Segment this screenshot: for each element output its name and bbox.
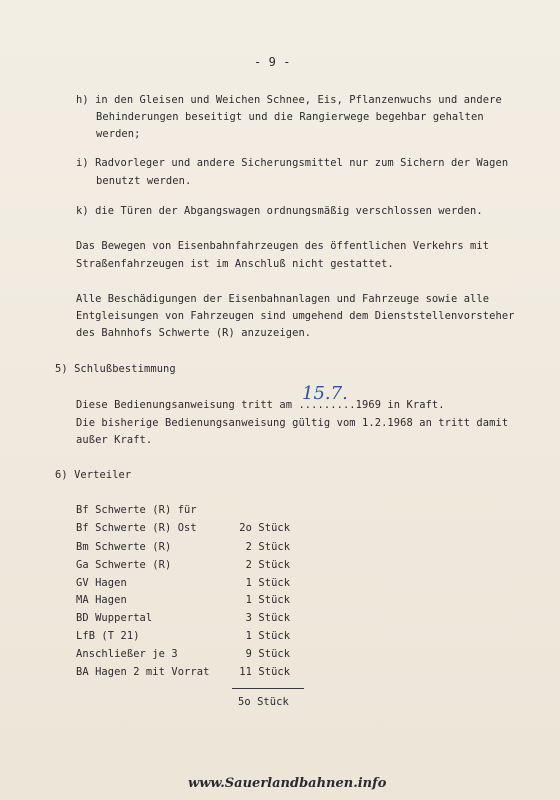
para-schaden-line3: des Bahnhofs Schwerte (R) anzuzeigen. [76, 327, 312, 339]
list-item-name: Bf Schwerte (R) Ost [76, 522, 197, 534]
list-item-name: Bf Schwerte (R) für [76, 504, 197, 516]
list-item-qty: 11 Stück [239, 666, 291, 678]
para-bewegen-line1: Das Bewegen von Eisenbahnfahrzeugen des öffentlichen Verkehrs mit [76, 240, 490, 252]
handwritten-date: 15.7. [302, 383, 348, 404]
list-item [76, 522, 197, 535]
list-item-qty: 1 Stück [245, 594, 291, 606]
list-item-qty: 9 Stück [245, 648, 291, 660]
list-item-qty: 2 Stück [245, 541, 291, 553]
item-k-line1: k) die Türen der Abgangswagen ordnungsmäßig verschlossen werden. [76, 205, 483, 217]
total-qty: 5o Stück [238, 696, 289, 708]
item-h-line3: werden; [96, 128, 141, 140]
item-i-line1: i) Radvorleger und andere Sicherungsmittel nur zum Sichern der Wagen [76, 157, 509, 169]
list-item-name: MA Hagen [76, 594, 127, 606]
section5-line2: Die bisherige Bedienungsanweisung gültig vom 1.2.1968 an tritt damit [76, 417, 509, 429]
list-item-qty: 3 Stück [245, 612, 291, 624]
list-item-qty: 1 Stück [245, 630, 291, 642]
list-item [76, 612, 152, 625]
list-item-name: LfB (T 21) [76, 630, 140, 642]
section6-heading: 6) Verteiler [55, 469, 132, 481]
list-item-qty: 2o Stück [239, 522, 291, 534]
list-item-qty: 2 Stück [245, 559, 291, 571]
list-item-name: Ga Schwerte (R) [76, 559, 172, 571]
item-h-line2: Behinderungen beseitigt und die Rangierwege begehbar gehalten [96, 111, 484, 123]
section5-heading: 5) Schlußbestimmung [55, 363, 176, 375]
list-item-qty: 1 Stück [245, 577, 291, 589]
list-item [76, 504, 197, 517]
list-item [76, 630, 140, 643]
list-item [76, 594, 127, 607]
para-schaden-line2: Entgleisungen von Fahrzeugen sind umgehend dem Dienststellenvorsteher [76, 310, 515, 322]
watermark: www.Sauerlandbahnen.info [188, 776, 387, 791]
list-item-name: GV Hagen [76, 577, 127, 589]
item-h-line1: h) in den Gleisen und Weichen Schnee, Eis, Pflanzenwuchs und andere [76, 94, 502, 106]
list-item-name: Bm Schwerte (R) [76, 541, 172, 553]
list-item [76, 666, 209, 679]
list-item [76, 577, 127, 590]
list-item-name: Anschließer je 3 [76, 648, 178, 660]
list-item [76, 648, 178, 661]
item-i-line2: benutzt werden. [96, 175, 192, 187]
para-bewegen-line2: Straßenfahrzeugen ist im Anschluß nicht gestattet. [76, 258, 394, 270]
para-schaden-line1: Alle Beschädigungen der Eisenbahnanlagen und Fahrzeuge sowie alle [76, 293, 490, 305]
list-item [76, 559, 171, 572]
section5-line3: außer Kraft. [76, 434, 153, 446]
list-item-name: BD Wuppertal [76, 612, 153, 624]
page-number: - 9 - [254, 55, 291, 69]
section5-line1: Diese Bedienungsanweisung tritt am .........1969 in Kraft. [76, 399, 445, 411]
list-item-name: BA Hagen 2 mit Vorrat [76, 666, 210, 678]
sum-rule [232, 688, 304, 689]
list-item [76, 541, 171, 554]
